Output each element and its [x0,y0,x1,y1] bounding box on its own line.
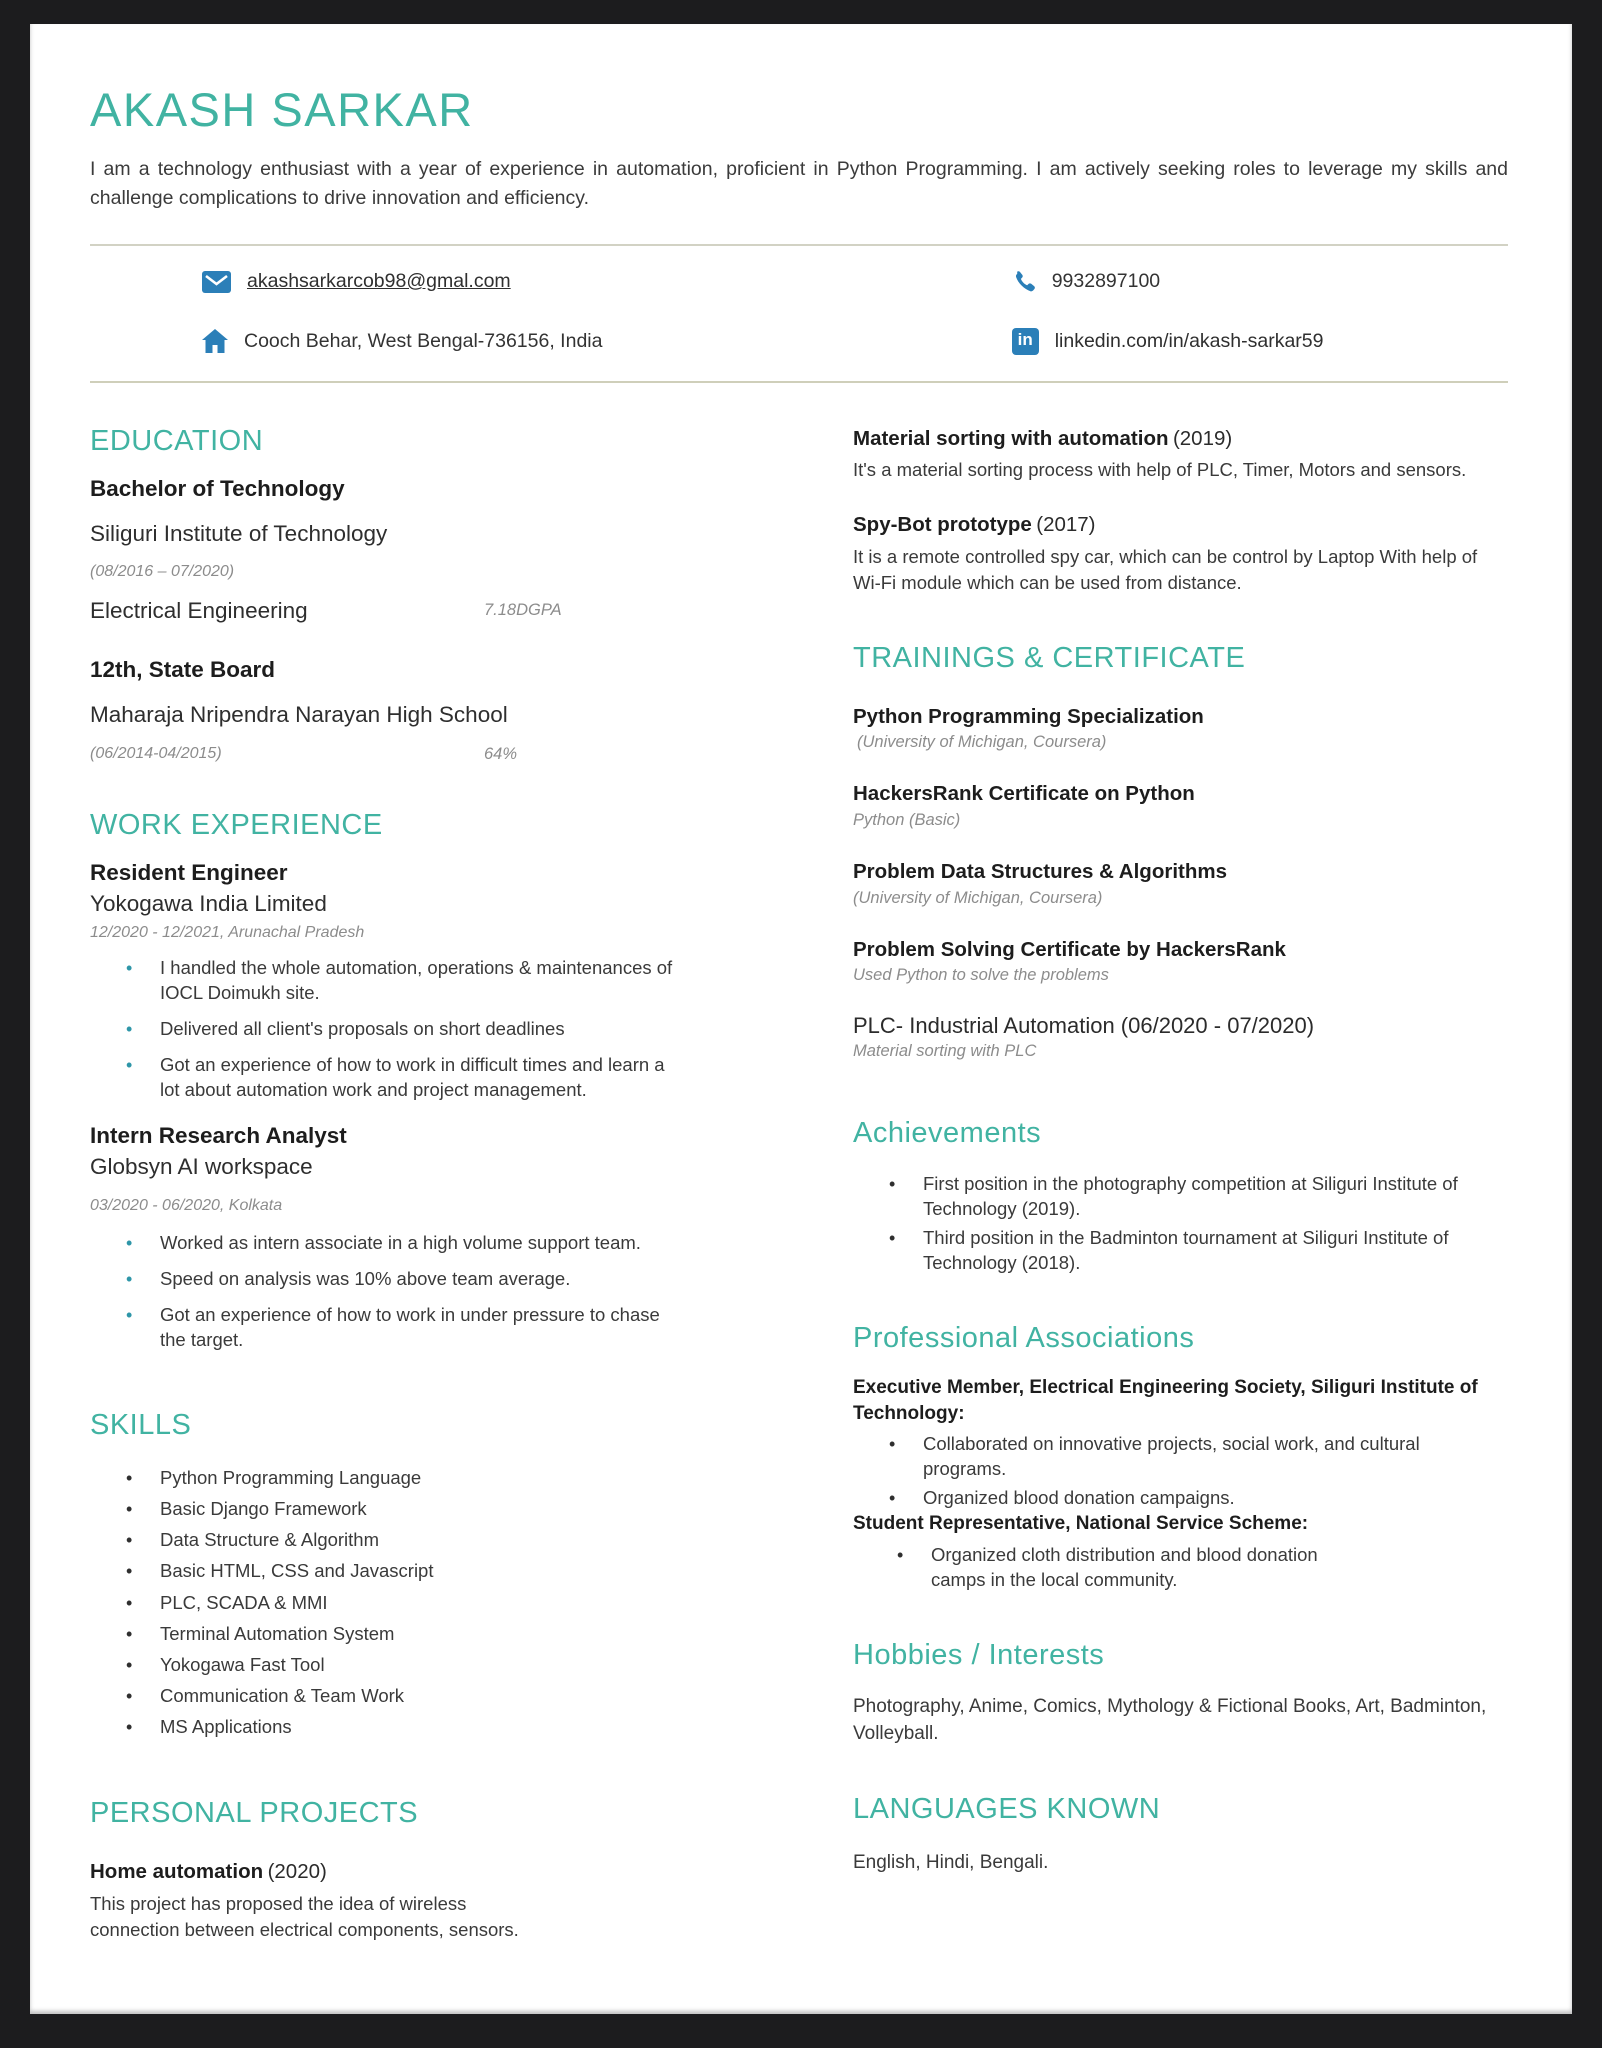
education-dates: (06/2014-04/2015) [90,744,222,762]
certificate-title: Problem Data Structures & Algorithms [853,859,1228,883]
phone-number: 9932897100 [1051,270,1161,292]
project-entry [853,425,1508,484]
home-icon [202,329,228,353]
linkedin-icon: in [1012,328,1039,355]
skill-item [90,1653,715,1678]
contact-address [90,328,1012,355]
project-title-row [853,425,1508,453]
bullet-dot: • [126,1467,133,1488]
section-languages: LANGUAGES KNOWN [853,1793,1161,1826]
achievement-item [853,1172,1508,1222]
job-bullets [90,1231,715,1353]
project-year: (2017) [1036,513,1096,537]
skill-item [90,1684,715,1709]
skill-text: MS Applications [160,1716,292,1738]
right-column [853,425,1508,1944]
education-field-row [90,595,715,627]
skill-item [90,1466,715,1491]
bullet-text: Got an experience of how to work in under pressure to chase the target. [160,1303,660,1350]
section-work-experience: WORK EXPERIENCE [90,808,383,841]
bullet-dot: • [126,1018,133,1039]
achievements-list [853,1172,1508,1276]
association-group [853,1511,1508,1593]
project-title-row [853,511,1508,539]
mail-icon [202,271,231,293]
resume-page [30,24,1572,2014]
education-item [90,655,715,763]
bullet-dot: • [126,1530,133,1551]
bullet-dot: • [126,1054,133,1075]
project-year: (2020) [267,1859,327,1883]
contact-band [90,244,1508,383]
association-bullet [853,1486,1508,1511]
certificate-entry [853,858,1508,908]
certificate-sub: Material sorting with PLC [853,1042,1037,1061]
contact-email [90,270,1012,294]
skill-text: Communication & Team Work [160,1685,405,1707]
project-desc: It's a material sorting process with help of PLC, Timer, Motors and sensors. [853,459,1467,481]
job-meta: 12/2020 - 12/2021, Arunachal Pradesh [90,923,365,941]
association-text: Collaborated on innovative projects, social work, and cultural programs. [923,1433,1420,1480]
company-name: Globsyn AI workspace [90,1154,313,1180]
bullet-dot: • [126,1561,133,1582]
bullet-item [90,1231,715,1256]
bullet-dot: • [126,1499,133,1520]
resume-columns [90,425,1508,1944]
certificate-entry [853,703,1508,753]
certificate-sub: Python (Basic) [853,810,961,829]
job-entry [90,1121,715,1353]
email-link[interactable]: akashsarkarcob98@gmal.com [247,270,511,292]
bullet-dot: • [126,1304,133,1325]
bullet-item [90,1053,715,1103]
field-of-study: Electrical Engineering [90,598,308,624]
job-bullets [90,956,715,1103]
bullet-text: I handled the whole automation, operations & maintenances of IOCL Doimukh site. [160,956,673,1003]
school: Siliguri Institute of Technology [90,520,388,546]
job-title: Resident Engineer [90,859,288,885]
degree: Bachelor of Technology [90,475,345,501]
gpa-value: 7.18DGPA [484,601,562,620]
hobbies-text: Photography, Anime, Comics, Mythology & Fictional Books, Art, Badminton, Volleyball. [853,1696,1487,1744]
bullet-dot: • [889,1488,896,1509]
project-title-row [90,1858,715,1886]
skill-item [90,1622,715,1647]
job-meta: 03/2020 - 06/2020, Kolkata [90,1196,283,1214]
bullet-text: Delivered all client's proposals on short deadlines [160,1017,565,1039]
bullet-item [90,956,715,1006]
skill-text: Basic Django Framework [160,1498,367,1520]
project-desc: This project has proposed the idea of wireless connection between electrical components, sensors. [90,1893,519,1941]
certificate-sub: (University of Michigan, Coursera) [853,888,1103,907]
bullet-dot: • [126,1717,133,1738]
certificate-title: PLC- Industrial Automation (06/2020 - 07/2020) [853,1013,1315,1039]
skill-text: Terminal Automation System [160,1622,395,1644]
bullet-text: Speed on analysis was 10% above team average. [160,1267,571,1289]
bullet-dot: • [126,1232,133,1253]
company-name: Yokogawa India Limited [90,891,327,917]
project-title: Home automation [90,1859,264,1883]
education-dates-row [90,745,715,763]
left-column [90,425,715,1944]
bullet-item [90,1267,715,1292]
bullet-dot: • [126,957,133,978]
phone-icon [1012,270,1036,294]
association-bullet [853,1543,1508,1593]
bullet-dot: • [126,1623,133,1644]
candidate-name: AKASH SARKAR [90,83,474,136]
skill-item [90,1528,715,1553]
bullet-dot: • [889,1434,896,1455]
certificate-sub: Used Python to solve the problems [853,966,1109,985]
section-trainings: TRAININGS & CERTIFICATE [853,641,1246,674]
bullet-dot: • [126,1268,133,1289]
project-desc: It is a remote controlled spy car, which can be control by Laptop With help of Wi-Fi module which can be used from distance. [853,545,1478,593]
project-title: Spy-Bot prototype [853,513,1032,537]
bullet-item [90,1017,715,1042]
association-text: Organized cloth distribution and blood donation camps in the local community. [931,1544,1318,1591]
achievement-text: First position in the photography competition at Siliguri Institute of Technology (2019). [923,1173,1458,1220]
degree: 12th, State Board [90,656,276,682]
section-hobbies: Hobbies / Interests [853,1639,1105,1672]
bullet-dot: • [889,1174,896,1195]
profile-summary: I am a technology enthusiast with a year of experience in automation, proficient in Python Programming. I am actively seeking roles to leverage my skills and challenge complications to drive innovation and efficiency. [90,158,1508,210]
section-education: EDUCATION [90,424,264,457]
languages-text: English, Hindi, Bengali. [853,1852,1049,1874]
association-text: Organized blood donation campaigns. [923,1487,1235,1509]
skill-item [90,1591,715,1616]
contact-linkedin [1012,328,1508,355]
achievement-text: Third position in the Badminton tournament at Siliguri Institute of Technology (2018). [923,1227,1449,1274]
bullet-dot: • [897,1545,904,1566]
project-entry [853,511,1508,595]
percentage-value: 64% [484,744,518,763]
contact-grid [90,270,1508,355]
project-title: Material sorting with automation [853,426,1169,450]
association-title: Student Representative, National Service Scheme: [853,1513,1309,1535]
bullet-dot: • [126,1592,133,1613]
bullet-text: Got an experience of how to work in difficult times and learn a lot about automation work and project management. [160,1053,665,1100]
job-title: Intern Research Analyst [90,1122,347,1148]
certificate-entry [853,936,1508,986]
skill-text: PLC, SCADA & MMI [160,1591,328,1613]
job-entry [90,858,715,1103]
skill-text: Data Structure & Algorithm [160,1529,380,1551]
association-title: Executive Member, Electrical Engineering Society, Siliguri Institute of Technology: [853,1377,1478,1424]
skills-list [90,1466,715,1741]
bullet-dot: • [126,1686,133,1707]
project-year: (2019) [1172,426,1233,450]
certificate-entry [853,1013,1508,1061]
skill-text: Python Programming Language [160,1466,422,1488]
association-bullet [853,1432,1508,1482]
section-professional-associations: Professional Associations [853,1322,1195,1355]
contact-phone [1012,270,1508,294]
bullet-text: Worked as intern associate in a high volume support team. [160,1231,641,1253]
section-skills: SKILLS [90,1408,192,1441]
project-entry [90,1858,715,1943]
linkedin-link[interactable]: linkedin.com/in/akash-sarkar59 [1054,329,1324,352]
association-group [853,1375,1508,1511]
certificate-entry [853,780,1508,830]
skill-item [90,1497,715,1522]
skill-text: Basic HTML, CSS and Javascript [160,1560,434,1582]
skill-text: Yokogawa Fast Tool [160,1654,325,1675]
bullet-item [90,1303,715,1353]
certificate-title: Python Programming Specialization [853,704,1204,728]
skill-item [90,1715,715,1740]
bullet-dot: • [126,1655,133,1675]
section-achievements: Achievements [853,1117,1042,1150]
bullet-dot: • [889,1228,896,1249]
address-text: Cooch Behar, West Bengal-736156, India [244,329,603,352]
achievement-item [853,1226,1508,1276]
certificate-title: HackersRank Certificate on Python [853,782,1195,806]
certificate-title: Problem Solving Certificate by HackersRank [853,937,1286,961]
school: Maharaja Nripendra Narayan High School [90,702,508,728]
education-dates: (08/2016 – 07/2020) [90,563,235,581]
education-item [90,474,715,627]
skill-item [90,1559,715,1584]
section-personal-projects: PERSONAL PROJECTS [90,1796,419,1829]
certificate-sub: (University of Michigan, Coursera) [857,733,1107,752]
